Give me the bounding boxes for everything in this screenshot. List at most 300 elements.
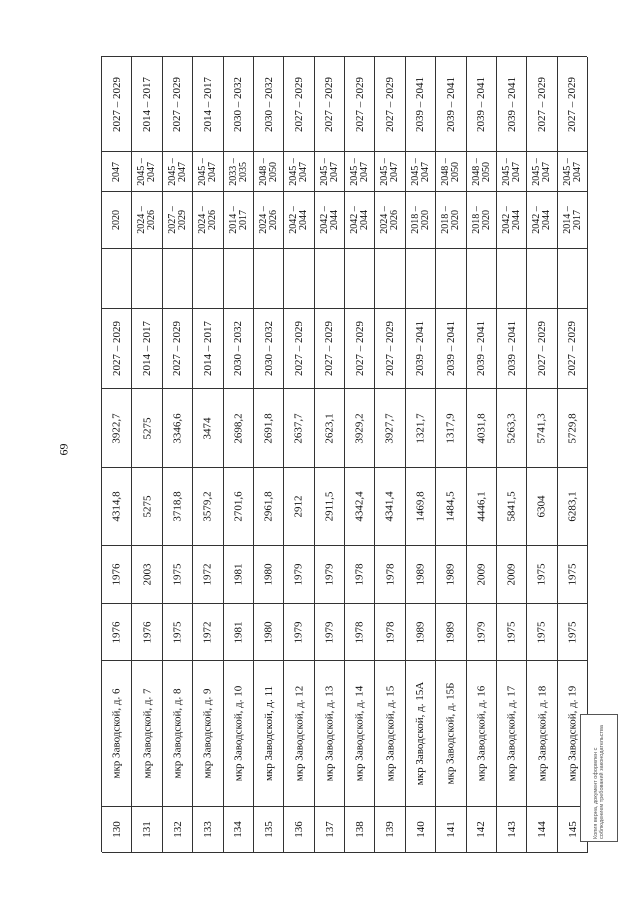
table-cell-last [436, 57, 466, 152]
table-cell-period1 [224, 309, 254, 389]
table-cell-p_a [345, 192, 375, 249]
table-cell-area1 [224, 468, 254, 546]
cell-text: 1976 [110, 563, 123, 586]
table-cell-year2 [254, 546, 284, 604]
cell-text: 139 [384, 821, 397, 838]
table-cell-num [254, 807, 284, 853]
table-cell-p_b [284, 152, 314, 192]
cell-text: 1981 [232, 621, 245, 643]
cell-text: 143 [505, 821, 518, 838]
cell-text: 2009 [475, 563, 488, 586]
table-cell-period1 [436, 309, 466, 389]
table-cell-area1 [375, 468, 405, 546]
table-cell-last [284, 57, 314, 152]
cell-text: мкр Заводской, д. 8 [171, 688, 184, 779]
housing-table [101, 56, 587, 852]
cell-text: 2027 – 2029 [323, 321, 336, 376]
cell-text: 2045 – 2047 [379, 157, 401, 186]
table-cell-area1 [284, 468, 314, 546]
table-cell-p_a [497, 192, 527, 249]
table-row [345, 57, 375, 853]
table-cell-address [406, 661, 436, 807]
table-row [375, 57, 405, 853]
table-cell-area1 [163, 468, 193, 546]
table-cell-area2 [527, 389, 557, 468]
cell-text: 1975 [566, 563, 579, 586]
cell-text: мкр Заводской, д. 9 [201, 688, 214, 779]
table-cell-year2 [284, 546, 314, 604]
table-cell-year1 [254, 604, 284, 661]
table-cell-year1 [558, 604, 588, 661]
table-cell-last [345, 57, 375, 152]
table-cell-period1 [467, 309, 497, 389]
cell-text: 3922,7 [110, 412, 123, 444]
table-cell-year1 [315, 604, 345, 661]
table-row [193, 57, 223, 853]
cell-text: 2024 – 2026 [379, 206, 401, 234]
cell-text: 2014 – 2017 [227, 206, 249, 234]
cell-text: 2018 – 2020 [409, 206, 431, 234]
table-cell-last [102, 57, 132, 152]
cell-text: 2027 – 2029 [353, 76, 366, 132]
table-row [163, 57, 193, 853]
cell-text: 1976 [141, 621, 154, 643]
table-cell-period1 [284, 309, 314, 389]
table-cell-year2 [224, 546, 254, 604]
cell-text: 1321,7 [414, 412, 427, 444]
table-cell-p_b [375, 152, 405, 192]
table-cell-period1 [163, 309, 193, 389]
table-cell-period2 [436, 249, 466, 309]
table-cell-period2 [102, 249, 132, 309]
cell-text: 2027 – 2029 [323, 76, 336, 132]
cell-text: 5841,5 [505, 491, 518, 522]
cell-text: 130 [110, 821, 123, 838]
cell-text: 3927,7 [384, 412, 397, 444]
table-row [467, 57, 497, 853]
cell-text: 2027 – 2029 [384, 321, 397, 376]
cell-text: 5729,8 [566, 412, 579, 444]
table-cell-last [224, 57, 254, 152]
cell-text: 1975 [505, 621, 518, 643]
table-cell-year1 [436, 604, 466, 661]
cell-text: 137 [323, 821, 336, 838]
cell-text: 2042 – 2044 [288, 206, 310, 234]
table-cell-period2 [163, 249, 193, 309]
cell-text: 1979 [292, 563, 305, 586]
cell-text: 136 [292, 821, 305, 838]
table-cell-last [315, 57, 345, 152]
table-cell-p_a [163, 192, 193, 249]
table-cell-last [375, 57, 405, 152]
table-cell-year2 [406, 546, 436, 604]
table-cell-num [163, 807, 193, 853]
table-cell-period2 [345, 249, 375, 309]
table-cell-year2 [345, 546, 375, 604]
cell-text: 3929,2 [353, 412, 366, 444]
table-cell-year1 [375, 604, 405, 661]
table-cell-address [224, 661, 254, 807]
table-cell-year1 [527, 604, 557, 661]
table-cell-period1 [254, 309, 284, 389]
table-row [284, 57, 314, 853]
cell-text: 2027 – 2029 [110, 321, 123, 376]
table-cell-address [284, 661, 314, 807]
table-cell-year2 [375, 546, 405, 604]
cell-text: 2018 – 2020 [440, 206, 462, 234]
table-cell-period1 [558, 309, 588, 389]
table-cell-area2 [406, 389, 436, 468]
table-cell-period1 [132, 309, 162, 389]
cell-text: 1975 [535, 563, 548, 586]
table-cell-area1 [558, 468, 588, 546]
cell-text: 2042 – 2044 [349, 206, 371, 234]
cell-text: 2033 – 2035 [227, 157, 249, 186]
table-cell-address [497, 661, 527, 807]
table-cell-area1 [406, 468, 436, 546]
cell-text: 138 [353, 821, 366, 838]
table-cell-p_b [163, 152, 193, 192]
cell-text: 1979 [475, 621, 488, 643]
cell-text: 2048 – 2050 [470, 157, 492, 186]
cell-text: 2027 – 2029 [535, 321, 548, 376]
cell-text: 2045 – 2047 [136, 157, 158, 186]
table-cell-last [406, 57, 436, 152]
cell-text: 1978 [353, 621, 366, 643]
cell-text: 2045 – 2047 [501, 157, 523, 186]
table-cell-area1 [467, 468, 497, 546]
table-cell-p_b [558, 152, 588, 192]
table-cell-address [193, 661, 223, 807]
table-cell-p_a [254, 192, 284, 249]
cell-text: 1972 [201, 563, 214, 586]
cell-text: 2027 – 2029 [171, 321, 184, 376]
cell-text: 1975 [171, 621, 184, 643]
table-cell-address [163, 661, 193, 807]
table-cell-area2 [467, 389, 497, 468]
table-row [132, 57, 162, 853]
table-cell-period2 [527, 249, 557, 309]
cell-text: 2039 – 2041 [414, 321, 427, 376]
cell-text: 140 [414, 821, 427, 838]
table-cell-p_a [375, 192, 405, 249]
table-cell-year1 [224, 604, 254, 661]
table-cell-num [406, 807, 436, 853]
cell-text: 2030 – 2032 [232, 76, 245, 132]
cell-text: мкр Заводской, д. 15 [384, 685, 397, 782]
table-cell-p_b [345, 152, 375, 192]
table-cell-num [527, 807, 557, 853]
cell-text: 2027 – 2029 [535, 76, 548, 132]
table-cell-num [497, 807, 527, 853]
cell-text: мкр Заводской, д. 12 [292, 685, 305, 782]
table-cell-area2 [224, 389, 254, 468]
table-cell-num [345, 807, 375, 853]
cell-text: 1976 [110, 621, 123, 643]
cell-text: 2024 – 2026 [136, 206, 158, 234]
table-row [436, 57, 466, 853]
cell-text: 1981 [232, 563, 245, 586]
cell-text: мкр Заводской, д. 6 [110, 688, 123, 779]
table-cell-p_a [527, 192, 557, 249]
table-cell-year1 [102, 604, 132, 661]
cell-text: 2039 – 2041 [505, 76, 518, 132]
cell-text: 2912 [292, 495, 305, 518]
table-cell-p_a [436, 192, 466, 249]
table-cell-year2 [527, 546, 557, 604]
cell-text: 2014 – 2017 [561, 206, 583, 234]
table-cell-year2 [102, 546, 132, 604]
cell-text: 2024 – 2026 [197, 206, 219, 234]
table-cell-period2 [254, 249, 284, 309]
table-cell-period2 [467, 249, 497, 309]
table-cell-last [497, 57, 527, 152]
table-cell-p_b [527, 152, 557, 192]
cell-text: 141 [444, 821, 457, 838]
table-row [527, 57, 557, 853]
table-cell-p_b [193, 152, 223, 192]
table-cell-num [315, 807, 345, 853]
cell-text: мкр Заводской, д. 18 [535, 685, 548, 782]
cell-text: 2039 – 2041 [475, 321, 488, 376]
table-cell-area1 [254, 468, 284, 546]
cell-text: 2027 – 2029 [292, 76, 305, 132]
table-cell-period2 [315, 249, 345, 309]
cell-text: 2039 – 2041 [475, 76, 488, 132]
table-cell-num [132, 807, 162, 853]
table-cell-period1 [193, 309, 223, 389]
table-row [406, 57, 436, 853]
cell-text: 3346,6 [171, 412, 184, 444]
cell-text: 1469,8 [414, 491, 427, 522]
table-cell-p_b [132, 152, 162, 192]
table-cell-p_b [467, 152, 497, 192]
table-cell-area1 [345, 468, 375, 546]
table-cell-year1 [497, 604, 527, 661]
table-row [102, 57, 132, 853]
cell-text: 142 [475, 821, 488, 838]
cell-text: мкр Заводской, д. 14 [353, 685, 366, 782]
cell-text: 2027 – 2029 [566, 321, 579, 376]
table-cell-area2 [163, 389, 193, 468]
cell-text: мкр Заводской, д. 16 [475, 685, 488, 782]
cell-text: 2014 – 2017 [201, 321, 214, 376]
cell-text: 2030 – 2032 [262, 76, 275, 132]
cell-text: 2623,1 [323, 412, 336, 444]
cell-text: мкр Заводской, д. 10 [232, 685, 245, 782]
cell-text: 1979 [323, 563, 336, 586]
cell-text: 2030 – 2032 [232, 321, 245, 376]
cell-text: 1979 [323, 621, 336, 643]
cell-text: мкр Заводской, д. 15Б [444, 682, 457, 785]
cell-text: 2047 [111, 161, 123, 182]
cell-text: 5275 [141, 417, 154, 439]
table-row [254, 57, 284, 853]
table-cell-period1 [102, 309, 132, 389]
table-cell-p_a [224, 192, 254, 249]
table-cell-period2 [497, 249, 527, 309]
table-cell-p_b [224, 152, 254, 192]
cell-text: 2045 – 2047 [409, 157, 431, 186]
table-cell-area1 [193, 468, 223, 546]
cell-text: 2042 – 2044 [318, 206, 340, 234]
cell-text: 1989 [414, 563, 427, 586]
cell-text: 2045 – 2047 [166, 157, 188, 186]
table-cell-year2 [163, 546, 193, 604]
cell-text: 1975 [535, 621, 548, 643]
table-cell-p_a [132, 192, 162, 249]
cell-text: 1979 [292, 621, 305, 643]
table-cell-period1 [527, 309, 557, 389]
cell-text: 2045 – 2047 [349, 157, 371, 186]
cell-text: 2039 – 2041 [444, 76, 457, 132]
cell-text: 6304 [535, 495, 548, 518]
cell-text: 2020 [111, 210, 123, 230]
cell-text: мкр Заводской, д. 19 [566, 685, 579, 782]
table-cell-num [375, 807, 405, 853]
cell-text: 1484,5 [444, 491, 457, 522]
table-cell-last [527, 57, 557, 152]
cell-text: 1975 [566, 621, 579, 643]
table-cell-year2 [315, 546, 345, 604]
cell-text: 2039 – 2041 [414, 76, 427, 132]
table-cell-period2 [193, 249, 223, 309]
table-cell-address [254, 661, 284, 807]
cell-text: 2018 – 2020 [470, 206, 492, 234]
table-cell-last [193, 57, 223, 152]
table-cell-last [163, 57, 193, 152]
cell-text: 5263,3 [505, 412, 518, 444]
cell-text: 132 [171, 821, 184, 838]
cell-text: 1978 [384, 621, 397, 643]
cell-text: 3474 [201, 417, 214, 439]
stamp-text: Копия верна, документ оформлен с соблюдением требований законодательства [593, 725, 605, 839]
cell-text: 3579,2 [201, 491, 214, 522]
table-cell-period2 [284, 249, 314, 309]
table-cell-address [345, 661, 375, 807]
cell-text: 3718,8 [171, 491, 184, 522]
table-cell-address [527, 661, 557, 807]
table-cell-p_b [254, 152, 284, 192]
table-cell-p_a [315, 192, 345, 249]
table-cell-num [284, 807, 314, 853]
cell-text: 2911,5 [323, 491, 336, 522]
table-cell-area2 [497, 389, 527, 468]
cell-text: 2042 – 2044 [531, 206, 553, 234]
cell-text: 4342,4 [353, 491, 366, 522]
table-cell-year2 [558, 546, 588, 604]
cell-text: 2039 – 2041 [505, 321, 518, 376]
table-cell-year2 [132, 546, 162, 604]
cell-text: 1980 [262, 621, 275, 643]
table-cell-p_b [406, 152, 436, 192]
table-cell-area2 [132, 389, 162, 468]
table-cell-area2 [345, 389, 375, 468]
cell-text: 1975 [171, 563, 184, 586]
table-cell-num [224, 807, 254, 853]
table-cell-area2 [375, 389, 405, 468]
cell-text: 6283,1 [566, 491, 579, 522]
table-cell-num [193, 807, 223, 853]
cell-text: 2045 – 2047 [561, 157, 583, 186]
table-cell-p_b [436, 152, 466, 192]
cell-text: 2961,8 [262, 491, 275, 522]
table-cell-p_b [102, 152, 132, 192]
table-cell-num [102, 807, 132, 853]
cell-text: 1972 [201, 621, 214, 643]
cell-text: 131 [141, 821, 154, 838]
cell-text: мкр Заводской, д. 15А [414, 681, 427, 786]
cell-text: 2027 – 2029 [384, 76, 397, 132]
cell-text: 2027 – 2029 [566, 76, 579, 132]
cell-text: 1989 [414, 621, 427, 643]
cell-text: 2045 – 2047 [197, 157, 219, 186]
document-stamp [580, 714, 618, 842]
cell-text: 2039 – 2041 [444, 321, 457, 376]
cell-text: 4031,8 [475, 412, 488, 444]
table-cell-p_b [497, 152, 527, 192]
table-cell-period1 [345, 309, 375, 389]
table-cell-last [558, 57, 588, 152]
cell-text: 1980 [262, 563, 275, 586]
table-cell-area2 [254, 389, 284, 468]
table-cell-area2 [284, 389, 314, 468]
table-row [224, 57, 254, 853]
cell-text: 1978 [353, 563, 366, 586]
table-cell-p_a [406, 192, 436, 249]
table-cell-last [132, 57, 162, 152]
cell-text: 1989 [444, 621, 457, 643]
cell-text: 2014 – 2017 [201, 76, 214, 132]
cell-text: 2048 – 2050 [258, 157, 280, 186]
cell-text: 2701,6 [232, 491, 245, 522]
table-cell-year1 [132, 604, 162, 661]
cell-text: 1978 [384, 563, 397, 586]
table-cell-p_a [467, 192, 497, 249]
cell-text: 2027 – 2029 [292, 321, 305, 376]
table-cell-num [436, 807, 466, 853]
table-cell-address [132, 661, 162, 807]
table-cell-area2 [102, 389, 132, 468]
cell-text: 2003 [141, 563, 154, 586]
table-cell-year2 [193, 546, 223, 604]
cell-text: 2009 [505, 563, 518, 586]
table-cell-period2 [375, 249, 405, 309]
cell-text: 4341,4 [384, 491, 397, 522]
table-cell-p_a [284, 192, 314, 249]
table-cell-last [254, 57, 284, 152]
cell-text: 2027 – 2029 [166, 206, 188, 234]
table-cell-area1 [436, 468, 466, 546]
table-cell-period2 [558, 249, 588, 309]
table-cell-p_a [558, 192, 588, 249]
cell-text: 4314,8 [110, 491, 123, 522]
table-cell-address [436, 661, 466, 807]
table-cell-period2 [132, 249, 162, 309]
cell-text: 4446,1 [475, 491, 488, 522]
cell-text: 2042 – 2044 [501, 206, 523, 234]
cell-text: 2014 – 2017 [141, 76, 154, 132]
table-cell-year2 [436, 546, 466, 604]
page-number: 69 [56, 443, 71, 456]
table-cell-year1 [284, 604, 314, 661]
cell-text: 1317,9 [444, 412, 457, 444]
cell-text: 2698,2 [232, 412, 245, 444]
table-cell-year1 [193, 604, 223, 661]
table-cell-area1 [497, 468, 527, 546]
table-cell-year1 [163, 604, 193, 661]
table-cell-year1 [406, 604, 436, 661]
